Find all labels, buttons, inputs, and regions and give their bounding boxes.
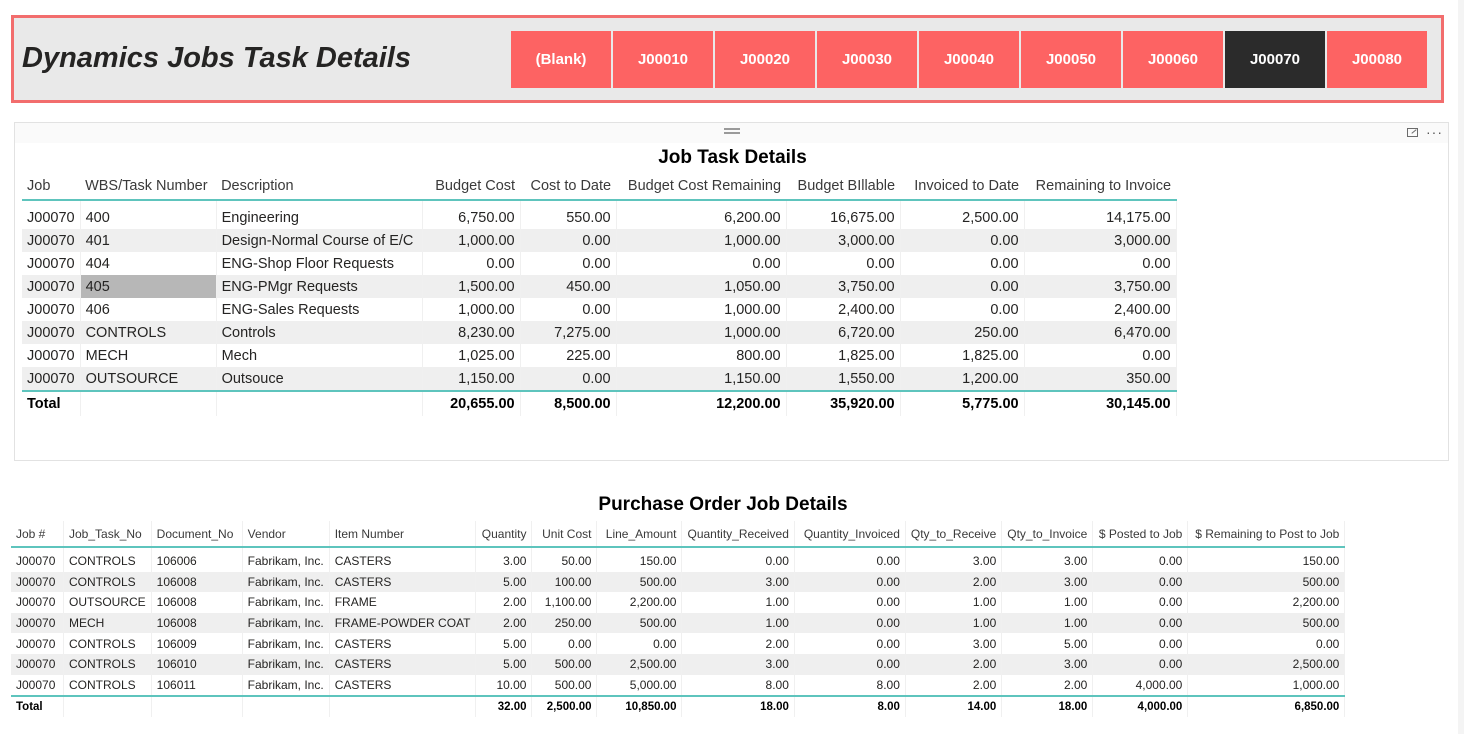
column-header[interactable]: Invoiced to Date — [900, 173, 1024, 200]
table-cell: 50.00 — [532, 547, 597, 572]
table-cell: 0.00 — [900, 252, 1024, 275]
table-cell: Fabrikam, Inc. — [242, 592, 329, 613]
table-row[interactable] — [11, 633, 1345, 654]
table-cell: 0.00 — [532, 633, 597, 654]
table-cell: 250.00 — [532, 613, 597, 634]
table-cell: 16,675.00 — [786, 200, 900, 229]
total-cell: 18.00 — [1002, 696, 1093, 717]
table-cell: 8.00 — [794, 675, 905, 697]
table-cell: 1,825.00 — [900, 344, 1024, 367]
table-cell: 106010 — [151, 654, 242, 675]
column-header[interactable]: Item Number — [329, 521, 476, 547]
table-cell: ENG-Shop Floor Requests — [216, 252, 422, 275]
table-cell: 2.00 — [682, 633, 794, 654]
job-slicer[interactable] — [511, 31, 1427, 88]
table-cell: J00070 — [22, 252, 80, 275]
column-header[interactable]: Cost to Date — [520, 173, 616, 200]
table-cell: 500.00 — [532, 654, 597, 675]
column-header[interactable]: Quantity — [476, 521, 532, 547]
table-cell: 0.00 — [794, 572, 905, 593]
table-cell: Mech — [216, 344, 422, 367]
table-cell: Fabrikam, Inc. — [242, 654, 329, 675]
table-cell: CONTROLS — [64, 572, 152, 593]
table-cell: 0.00 — [597, 633, 682, 654]
table-cell: 150.00 — [1188, 547, 1345, 572]
table-row[interactable] — [22, 200, 1176, 229]
total-cell — [80, 391, 216, 416]
column-header[interactable]: Quantity_Invoiced — [794, 521, 905, 547]
column-header[interactable]: $ Posted to Job — [1093, 521, 1188, 547]
slicer-chip[interactable]: J00020 — [715, 31, 815, 88]
table-cell: 6,750.00 — [422, 200, 520, 229]
table-cell: 1.00 — [905, 613, 1001, 634]
table-cell: 1.00 — [682, 592, 794, 613]
table-row[interactable] — [11, 654, 1345, 675]
table-cell: 3.00 — [1002, 572, 1093, 593]
slicer-chip[interactable]: J00060 — [1123, 31, 1223, 88]
table-cell: 401 — [80, 229, 216, 252]
column-header[interactable]: Budget Cost Remaining — [616, 173, 786, 200]
table-cell: 225.00 — [520, 344, 616, 367]
total-cell — [151, 696, 242, 717]
table-cell: CASTERS — [329, 633, 476, 654]
table-cell: 5.00 — [476, 654, 532, 675]
table-cell: 0.00 — [422, 252, 520, 275]
table-cell: J00070 — [11, 633, 64, 654]
table-cell: 1,150.00 — [616, 367, 786, 391]
table-cell: 500.00 — [1188, 572, 1345, 593]
table-cell: 406 — [80, 298, 216, 321]
drag-handle-icon[interactable] — [724, 128, 740, 134]
table-cell: 0.00 — [1024, 344, 1176, 367]
table-cell: 8.00 — [682, 675, 794, 697]
table-row[interactable] — [11, 613, 1345, 634]
job-task-visual[interactable] — [14, 122, 1449, 461]
table-row[interactable] — [22, 252, 1176, 275]
column-header[interactable]: Job — [22, 173, 80, 200]
table-cell: 0.00 — [900, 275, 1024, 298]
table-cell: J00070 — [22, 344, 80, 367]
table-cell: 1,000.00 — [616, 229, 786, 252]
total-cell: 32.00 — [476, 696, 532, 717]
table-cell: 1.00 — [905, 592, 1001, 613]
table-cell: 2,400.00 — [1024, 298, 1176, 321]
table-cell: 3,000.00 — [786, 229, 900, 252]
table-cell: 0.00 — [1093, 547, 1188, 572]
table-cell: CONTROLS — [80, 321, 216, 344]
table-cell: J00070 — [11, 654, 64, 675]
column-header[interactable]: Remaining to Invoice — [1024, 173, 1176, 200]
table-cell: 150.00 — [597, 547, 682, 572]
table-cell: 0.00 — [520, 367, 616, 391]
table-cell: 1,000.00 — [422, 298, 520, 321]
table-cell: 2.00 — [476, 592, 532, 613]
table-cell: 0.00 — [794, 633, 905, 654]
table-cell: 3.00 — [905, 633, 1001, 654]
column-header[interactable]: Qty_to_Invoice — [1002, 521, 1093, 547]
table-cell: 1.00 — [682, 613, 794, 634]
table-cell: 14,175.00 — [1024, 200, 1176, 229]
table-cell: 1,000.00 — [616, 321, 786, 344]
table-cell: J00070 — [11, 547, 64, 572]
table-cell: 404 — [80, 252, 216, 275]
column-header[interactable]: Unit Cost — [532, 521, 597, 547]
table-cell: FRAME-POWDER COAT — [329, 613, 476, 634]
slicer-chip[interactable]: J00030 — [817, 31, 917, 88]
table-cell: 250.00 — [900, 321, 1024, 344]
table-cell: 0.00 — [1093, 654, 1188, 675]
total-cell: 8.00 — [794, 696, 905, 717]
table-cell: 0.00 — [1093, 633, 1188, 654]
table-cell: Fabrikam, Inc. — [242, 572, 329, 593]
table-cell: J00070 — [22, 229, 80, 252]
table-cell: 106009 — [151, 633, 242, 654]
table-cell: 0.00 — [794, 613, 905, 634]
table-cell: 3.00 — [1002, 547, 1093, 572]
report-title: Dynamics Jobs Task Details — [22, 42, 411, 74]
table-row[interactable] — [22, 344, 1176, 367]
total-cell: 6,850.00 — [1188, 696, 1345, 717]
table-cell: 3.00 — [682, 654, 794, 675]
table-cell: 5.00 — [1002, 633, 1093, 654]
table-cell: 106008 — [151, 592, 242, 613]
total-cell: 4,000.00 — [1093, 696, 1188, 717]
slicer-chip[interactable]: J00040 — [919, 31, 1019, 88]
table-cell: 350.00 — [1024, 367, 1176, 391]
table-cell: 2.00 — [476, 613, 532, 634]
total-cell — [329, 696, 476, 717]
table-cell: J00070 — [11, 675, 64, 697]
table-cell: 3.00 — [476, 547, 532, 572]
table-cell: FRAME — [329, 592, 476, 613]
table-cell: 1,000.00 — [616, 298, 786, 321]
table-cell: 3.00 — [905, 547, 1001, 572]
table-cell: Fabrikam, Inc. — [242, 633, 329, 654]
table-cell: Fabrikam, Inc. — [242, 547, 329, 572]
table-row[interactable] — [11, 592, 1345, 613]
table-cell: J00070 — [11, 572, 64, 593]
total-cell: 12,200.00 — [616, 391, 786, 416]
table-cell: 2,200.00 — [597, 592, 682, 613]
table-cell: 0.00 — [794, 547, 905, 572]
table-cell: 3.00 — [1002, 654, 1093, 675]
table-cell: 0.00 — [1024, 252, 1176, 275]
table-cell: 0.00 — [900, 298, 1024, 321]
table-cell: Outsouce — [216, 367, 422, 391]
table-cell: 2.00 — [1002, 675, 1093, 697]
table-cell: 2,500.00 — [597, 654, 682, 675]
table-cell: 500.00 — [532, 675, 597, 697]
table-cell: 2,500.00 — [1188, 654, 1345, 675]
table-cell: 6,720.00 — [786, 321, 900, 344]
table-cell: 400 — [80, 200, 216, 229]
po-details-title: Purchase Order Job Details — [598, 494, 848, 515]
table-cell: J00070 — [22, 321, 80, 344]
table-cell: J00070 — [11, 592, 64, 613]
table-cell: 106006 — [151, 547, 242, 572]
table-cell: CONTROLS — [64, 633, 152, 654]
total-cell: 20,655.00 — [422, 391, 520, 416]
report-header — [11, 15, 1444, 103]
table-cell: 2,200.00 — [1188, 592, 1345, 613]
slicer-chip[interactable]: (Blank) — [511, 31, 611, 88]
table-cell: 1,025.00 — [422, 344, 520, 367]
table-cell: 2.00 — [905, 675, 1001, 697]
table-cell: 3,000.00 — [1024, 229, 1176, 252]
table-row[interactable] — [22, 367, 1176, 391]
table-cell: 2.00 — [905, 572, 1001, 593]
table-row[interactable] — [22, 275, 1176, 298]
table-cell: 106008 — [151, 572, 242, 593]
column-header[interactable]: WBS/Task Number — [80, 173, 216, 200]
slicer-chip[interactable]: J00050 — [1021, 31, 1121, 88]
table-cell: J00070 — [11, 613, 64, 634]
table-cell: 10.00 — [476, 675, 532, 697]
column-header[interactable]: Qty_to_Receive — [905, 521, 1001, 547]
column-header[interactable]: Budget Cost — [422, 173, 520, 200]
table-cell: 500.00 — [597, 572, 682, 593]
table-cell: 2.00 — [905, 654, 1001, 675]
table-cell: 106011 — [151, 675, 242, 697]
table-cell: ENG-Sales Requests — [216, 298, 422, 321]
table-row[interactable] — [22, 321, 1176, 344]
total-cell — [64, 696, 152, 717]
table-cell: 0.00 — [520, 298, 616, 321]
total-cell: 10,850.00 — [597, 696, 682, 717]
table-cell: J00070 — [22, 275, 80, 298]
table-cell: 6,200.00 — [616, 200, 786, 229]
column-header[interactable]: Line_Amount — [597, 521, 682, 547]
total-cell: Total — [22, 391, 80, 416]
column-header[interactable]: $ Remaining to Post to Job — [1188, 521, 1345, 547]
table-cell: 6,470.00 — [1024, 321, 1176, 344]
table-cell: 1.00 — [1002, 592, 1093, 613]
po-details-table — [11, 521, 1345, 717]
total-cell: Total — [11, 696, 64, 717]
table-cell: MECH — [64, 613, 152, 634]
table-cell: 0.00 — [794, 592, 905, 613]
table-cell: CONTROLS — [64, 654, 152, 675]
table-cell: 0.00 — [1188, 633, 1345, 654]
table-cell: 1.00 — [1002, 613, 1093, 634]
table-cell: 1,000.00 — [1188, 675, 1345, 697]
table-cell: 1,150.00 — [422, 367, 520, 391]
slicer-chip[interactable]: J00010 — [613, 31, 713, 88]
table-cell: 3,750.00 — [1024, 275, 1176, 298]
table-cell: 2,400.00 — [786, 298, 900, 321]
total-cell — [216, 391, 422, 416]
total-cell: 18.00 — [682, 696, 794, 717]
job-task-table — [22, 173, 1177, 416]
table-row[interactable] — [11, 675, 1345, 697]
slicer-chip[interactable]: J00080 — [1327, 31, 1427, 88]
column-header[interactable]: Budget BIllable — [786, 173, 900, 200]
total-cell — [242, 696, 329, 717]
table-cell: 550.00 — [520, 200, 616, 229]
table-cell: 450.00 — [520, 275, 616, 298]
table-cell: 0.00 — [682, 547, 794, 572]
total-cell: 30,145.00 — [1024, 391, 1176, 416]
table-cell: CASTERS — [329, 654, 476, 675]
table-row[interactable] — [11, 547, 1345, 572]
table-cell: 2,500.00 — [900, 200, 1024, 229]
table-cell: 3,750.00 — [786, 275, 900, 298]
table-cell: 0.00 — [520, 252, 616, 275]
table-cell: J00070 — [22, 200, 80, 229]
total-cell: 14.00 — [905, 696, 1001, 717]
more-options-icon[interactable]: ··· — [1426, 124, 1443, 140]
table-cell: 3.00 — [682, 572, 794, 593]
table-cell: Fabrikam, Inc. — [242, 613, 329, 634]
table-cell: J00070 — [22, 298, 80, 321]
table-cell: J00070 — [22, 367, 80, 391]
table-cell: 5,000.00 — [597, 675, 682, 697]
table-cell: CASTERS — [329, 547, 476, 572]
column-header[interactable]: Vendor — [242, 521, 329, 547]
column-header[interactable]: Document_No — [151, 521, 242, 547]
column-header[interactable]: Job # — [11, 521, 64, 547]
table-cell: 1,550.00 — [786, 367, 900, 391]
table-cell: CONTROLS — [64, 675, 152, 697]
column-header[interactable]: Description — [216, 173, 422, 200]
table-cell: 500.00 — [1188, 613, 1345, 634]
table-cell: 4,000.00 — [1093, 675, 1188, 697]
table-row[interactable] — [11, 572, 1345, 593]
total-cell: 35,920.00 — [786, 391, 900, 416]
table-cell: CONTROLS — [64, 547, 152, 572]
table-row[interactable] — [22, 298, 1176, 321]
table-cell: 1,000.00 — [422, 229, 520, 252]
table-cell: 0.00 — [1093, 592, 1188, 613]
table-cell: 0.00 — [520, 229, 616, 252]
table-cell: CASTERS — [329, 572, 476, 593]
table-cell: OUTSOURCE — [64, 592, 152, 613]
table-cell: Engineering — [216, 200, 422, 229]
table-cell: 1,825.00 — [786, 344, 900, 367]
table-cell: ENG-PMgr Requests — [216, 275, 422, 298]
table-cell: 0.00 — [1093, 572, 1188, 593]
table-cell: 7,275.00 — [520, 321, 616, 344]
table-cell: 0.00 — [786, 252, 900, 275]
table-cell: 0.00 — [616, 252, 786, 275]
page-scrollbar[interactable] — [1458, 0, 1464, 734]
table-cell: 0.00 — [1093, 613, 1188, 634]
total-cell: 2,500.00 — [532, 696, 597, 717]
column-header[interactable]: Job_Task_No — [64, 521, 152, 547]
table-cell: 0.00 — [794, 654, 905, 675]
table-cell: OUTSOURCE — [80, 367, 216, 391]
total-cell: 8,500.00 — [520, 391, 616, 416]
table-cell: 5.00 — [476, 572, 532, 593]
table-cell: 405 — [80, 275, 216, 298]
table-cell: 0.00 — [900, 229, 1024, 252]
job-task-title: Job Task Details — [658, 147, 807, 168]
table-cell: 8,230.00 — [422, 321, 520, 344]
table-cell: 1,200.00 — [900, 367, 1024, 391]
table-cell: Fabrikam, Inc. — [242, 675, 329, 697]
table-row[interactable] — [22, 229, 1176, 252]
table-cell: 1,100.00 — [532, 592, 597, 613]
total-cell: 5,775.00 — [900, 391, 1024, 416]
table-cell: 1,500.00 — [422, 275, 520, 298]
table-cell: CASTERS — [329, 675, 476, 697]
table-cell: 1,050.00 — [616, 275, 786, 298]
table-cell: 5.00 — [476, 633, 532, 654]
table-cell: 800.00 — [616, 344, 786, 367]
focus-mode-icon[interactable] — [1407, 128, 1418, 137]
column-header[interactable]: Quantity_Received — [682, 521, 794, 547]
table-cell: 500.00 — [597, 613, 682, 634]
slicer-chip[interactable]: J00070 — [1225, 31, 1325, 88]
table-cell: Controls — [216, 321, 422, 344]
table-cell: MECH — [80, 344, 216, 367]
table-cell: 100.00 — [532, 572, 597, 593]
table-cell: Design-Normal Course of E/C — [216, 229, 422, 252]
table-cell: 106008 — [151, 613, 242, 634]
